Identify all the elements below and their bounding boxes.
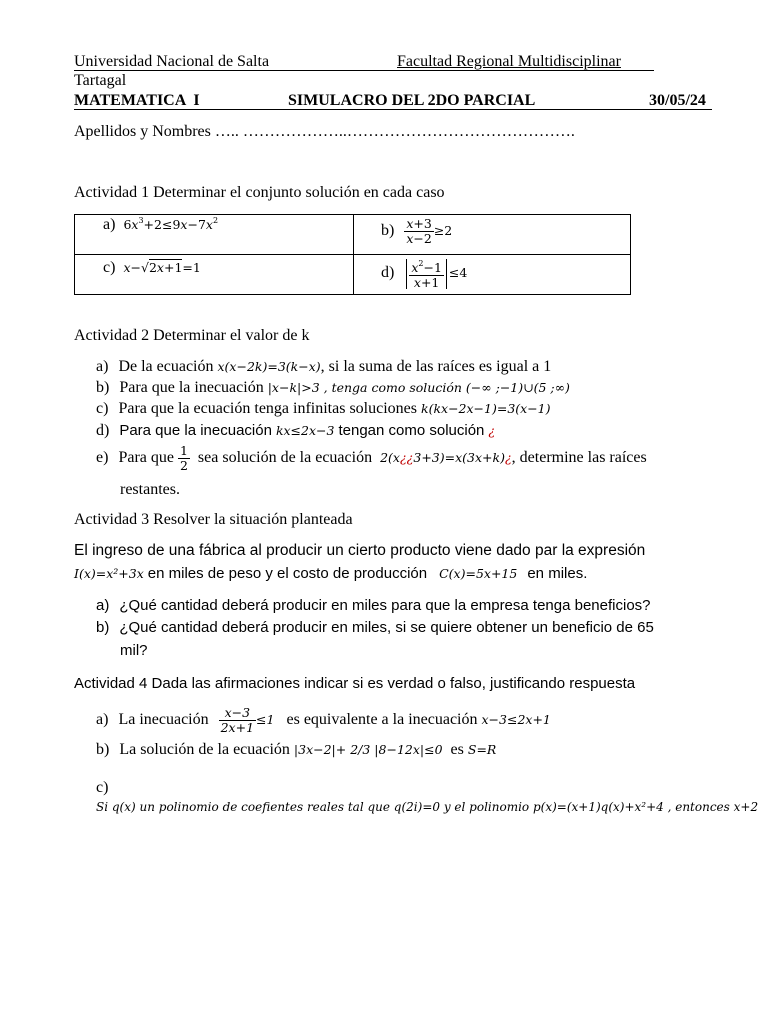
student-name-line: Apellidos y Nombres ….. ………………..……………………………………. [74, 123, 575, 140]
item-3b: b) ¿Qué cantidad deberá producir en miles, si se quiere obtener un beneficio de 65 [96, 619, 654, 636]
activity-2-title: Actividad 2 Determinar el valor de k [74, 327, 310, 344]
fraction-one-half: $\frac{1}{2}$ [179, 443, 188, 473]
table-divider-horizontal [75, 254, 630, 255]
item-2c: c) Para que la ecuación tenga infinitas soluciones k(kx−2x−1)=3(x−1) [96, 400, 551, 417]
income-expr: I(x)=x²+3x [74, 566, 144, 581]
expr-4b: |3x−2|+ 2/3 |8−12x|≤0 [293, 742, 443, 757]
item-1c: c) x−√2x+1=1 [103, 259, 201, 276]
missing-symbol-mark: ¿ [488, 423, 496, 438]
item-3b-cont: mil? [120, 642, 148, 659]
item-1b: b) $\frac{x+3}{x-2}$ ≥2 [381, 216, 453, 246]
item-2e: e) Para que $\frac{1}{2}$ sea solución de la ecuación 2(x¿¿3+3)=x(3x+k)¿, determine las raíces [96, 443, 647, 473]
expr-4c: Si q(x) un polinomio de coefientes reales tal que q(2i)=0 y el polinomio p(x)=(x+1)q(x)+x²+4 , entonces x+2 [96, 800, 759, 814]
header-underline [74, 70, 654, 71]
item-2a: a) De la ecuación x(x−2k)=3(k−x), si la suma de las raíces es igual a 1 [96, 358, 552, 375]
expr-4a: x−3≤2x+1 [481, 712, 551, 728]
subject-title: MATEMATICA I [74, 92, 200, 109]
exam-title: SIMULACRO DEL 2DO PARCIAL [288, 92, 536, 109]
expr-1d-fraction: $\frac{x^2-1}{x+1}$ [411, 259, 442, 290]
expr-4a-fraction: $\frac{x-3}{2x+1}$ [220, 705, 255, 735]
activity-3-paragraph-cont: I(x)=x²+3x en miles de peso y el costo de producción C(x)=5x+15 en miles. [74, 565, 588, 582]
activity-4-title: Actividad 4 Dada las afirmaciones indicar si es verdad o falso, justificando respuesta [74, 675, 636, 692]
item-2e-cont: restantes. [120, 481, 180, 498]
faculty-name-cont: Tartagal [74, 72, 127, 89]
header-divider [74, 109, 712, 110]
item-1a: a) $6x^3+2\le 9x-7x^2$ [103, 216, 219, 233]
expr-1b-fraction: $\frac{x+3}{x-2}$ [406, 216, 432, 246]
expr-2b: |x−k|>3 , tenga como solución (−∞ ;−1)∪(5 ;∞) [267, 380, 570, 395]
item-4c-label: c) [96, 779, 109, 796]
item-4b: b) La solución de la ecuación |3x−2|+ 2/3 |8−12x|≤0 es S=R [96, 741, 497, 758]
item-4a: a) La inecuación $\frac{x-3}{2x+1}$ ≤1 es equivalente a la inecuación x−3≤2x+1 [96, 705, 551, 735]
expr-2a: x(x−2k)=3(k−x) [217, 359, 321, 374]
item-3a: a) ¿Qué cantidad deberá producir en miles para que la empresa tenga beneficios? [96, 597, 651, 614]
activity-3-title: Actividad 3 Resolver la situación planteada [74, 511, 353, 528]
exam-date: 30/05/24 [649, 92, 706, 109]
expr-4b-set: S=R [467, 742, 497, 757]
expr-2d: kx≤2x−3 [275, 423, 335, 438]
item-2d: d) Para que la inecuación kx≤2x−3 tengan como solución ¿ [96, 422, 496, 439]
item-1d: d) $\frac{x^2-1}{x+1}$ ≤4 [381, 259, 468, 290]
activity-1-table [74, 214, 631, 295]
activity-1-title: Actividad 1 Determinar el conjunto solución en cada caso [74, 184, 445, 201]
expr-2c: k(kx−2x−1)=3(x−1) [421, 401, 551, 416]
activity-3-paragraph: El ingreso de una fábrica al producir un cierto producto viene dado par la expresión [74, 542, 646, 559]
expr-2e: 2(x¿¿3+3)=x(3x+k)¿ [380, 450, 512, 466]
expr-1c: x−√2x+1=1 [123, 260, 201, 275]
expr-1a: $6x^3+2\le 9x-7x^2$ [123, 216, 219, 232]
cost-expr: C(x)=5x+15 [439, 566, 518, 581]
university-name: Universidad Nacional de Salta [74, 53, 270, 70]
item-2b: b) Para que la inecuación |x−k|>3 , tenga como solución (−∞ ;−1)∪(5 ;∞) [96, 379, 570, 396]
faculty-name: Facultad Regional Multidisciplinar [397, 53, 621, 70]
